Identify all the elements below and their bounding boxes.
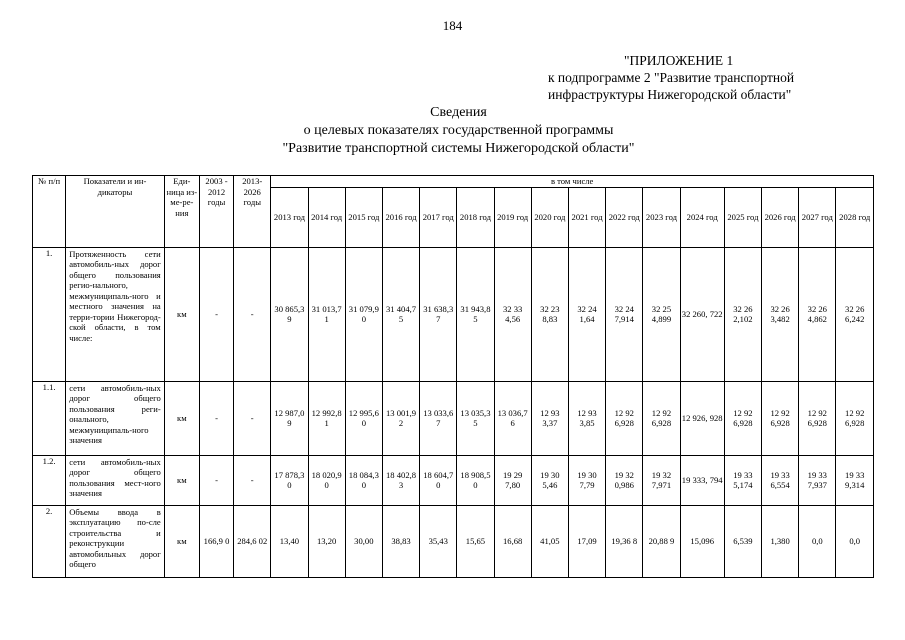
row-value: 31 013,7 1 xyxy=(308,247,345,381)
row-value: 13 035,3 5 xyxy=(457,381,494,455)
row-value: 18 020,9 0 xyxy=(308,455,345,505)
row-value: 18 604,7 0 xyxy=(420,455,457,505)
row-value: 31 079,9 0 xyxy=(345,247,382,381)
heading-line3: "Развитие транспортной системы Нижегородской области" xyxy=(282,141,635,156)
row-value: 31 638,3 7 xyxy=(420,247,457,381)
header-year: 2016 год xyxy=(382,187,419,247)
row-value: 32 26 4,862 xyxy=(799,247,836,381)
row-value: 12 92 6,928 xyxy=(643,381,680,455)
row-value: 38,83 xyxy=(382,505,419,577)
row-value: 13,20 xyxy=(308,505,345,577)
header-year: 2028 год xyxy=(836,187,874,247)
row-unit: км xyxy=(164,455,199,505)
row-value: 30 865,3 9 xyxy=(271,247,308,381)
row-value: 19 30 7,79 xyxy=(568,455,605,505)
row-value: 18 084,3 0 xyxy=(345,455,382,505)
table-row xyxy=(33,247,874,381)
row-period-2003-2012: - xyxy=(199,455,233,505)
row-period-2013-2026: - xyxy=(234,247,271,381)
document-heading xyxy=(0,104,905,158)
header-including: в том числе xyxy=(271,176,874,188)
row-value: 12 92 6,928 xyxy=(762,381,799,455)
row-value: 32 25 4,899 xyxy=(643,247,680,381)
row-value: 19 33 9,314 xyxy=(836,455,874,505)
row-num: 1. xyxy=(33,247,66,381)
row-value: 12 92 6,928 xyxy=(799,381,836,455)
row-value: 41,05 xyxy=(531,505,568,577)
row-num: 1.1. xyxy=(33,381,66,455)
row-value: 12 926, 928 xyxy=(680,381,724,455)
heading-line1: Сведения xyxy=(430,105,487,120)
row-value: 32 26 6,242 xyxy=(836,247,874,381)
header-year: 2013 год xyxy=(271,187,308,247)
row-num: 1.2. xyxy=(33,455,66,505)
header-num: № п/п xyxy=(33,176,66,248)
header-year: 2017 год xyxy=(420,187,457,247)
row-value: 19 29 7,80 xyxy=(494,455,531,505)
row-value: 31 943,8 5 xyxy=(457,247,494,381)
row-value: 15,65 xyxy=(457,505,494,577)
row-indicator: Объемы ввода в эксплуатацию по-сле строительства и реконструкции автомобильных дорог общего xyxy=(66,505,165,577)
row-value: 0,0 xyxy=(836,505,874,577)
row-value: 1,380 xyxy=(762,505,799,577)
row-value: 12 93 3,85 xyxy=(568,381,605,455)
row-value: 19 333, 794 xyxy=(680,455,724,505)
header-period-2003-2012: 2003 - 2012 годы xyxy=(199,176,233,248)
header-year: 2015 год xyxy=(345,187,382,247)
header-indicator: Показатели и ин-дикаторы xyxy=(66,176,165,248)
row-value: 32 26 2,102 xyxy=(724,247,761,381)
page-number: 184 xyxy=(442,18,463,33)
header-year: 2014 год xyxy=(308,187,345,247)
row-num: 2. xyxy=(33,505,66,577)
row-value: 13 033,6 7 xyxy=(420,381,457,455)
row-value: 17,09 xyxy=(568,505,605,577)
row-value: 16,68 xyxy=(494,505,531,577)
row-value: 32 33 4,56 xyxy=(494,247,531,381)
row-unit: км xyxy=(164,381,199,455)
appendix-title: "ПРИЛОЖЕНИЕ 1 xyxy=(624,53,734,68)
row-value: 35,43 xyxy=(420,505,457,577)
row-value: 13 001,9 2 xyxy=(382,381,419,455)
row-value: 20,88 9 xyxy=(643,505,680,577)
row-value: 32 23 8,83 xyxy=(531,247,568,381)
row-value: 32 24 1,64 xyxy=(568,247,605,381)
indicators-table xyxy=(32,175,874,578)
table-row xyxy=(33,455,874,505)
header-year: 2026 год xyxy=(762,187,799,247)
row-value: 12 995,6 0 xyxy=(345,381,382,455)
row-indicator: сети автомобиль-ных дорог общего пользования мест-ного значения xyxy=(66,455,165,505)
table-row xyxy=(33,381,874,455)
header-year: 2023 год xyxy=(643,187,680,247)
row-value: 19 33 5,174 xyxy=(724,455,761,505)
row-indicator: сети автомобиль-ных дорог общего пользования реги-онального, межмуниципаль-ного значения xyxy=(66,381,165,455)
header-year: 2020 год xyxy=(531,187,568,247)
header-year: 2025 год xyxy=(724,187,761,247)
header-period-2013-2026: 2013-2026 годы xyxy=(234,176,271,248)
row-value: 19 32 0,986 xyxy=(606,455,643,505)
appendix-caption xyxy=(548,52,794,103)
row-value: 15,096 xyxy=(680,505,724,577)
appendix-subtitle-line2: инфраструктуры Нижегородской области" xyxy=(548,87,792,102)
row-unit: км xyxy=(164,505,199,577)
row-value: 6,539 xyxy=(724,505,761,577)
row-period-2003-2012: - xyxy=(199,247,233,381)
table-row xyxy=(33,505,874,577)
row-value: 19 32 7,971 xyxy=(643,455,680,505)
row-value: 18 908,5 0 xyxy=(457,455,494,505)
header-year: 2021 год xyxy=(568,187,605,247)
row-value: 12 992,8 1 xyxy=(308,381,345,455)
row-value: 32 26 3,482 xyxy=(762,247,799,381)
row-value: 19 33 7,937 xyxy=(799,455,836,505)
row-value: 19 30 5,46 xyxy=(531,455,568,505)
header-year: 2024 год xyxy=(680,187,724,247)
row-value: 31 404,7 5 xyxy=(382,247,419,381)
row-value: 12 92 6,928 xyxy=(724,381,761,455)
row-value: 17 878,3 0 xyxy=(271,455,308,505)
row-period-2003-2012: - xyxy=(199,381,233,455)
row-value: 12 93 3,37 xyxy=(531,381,568,455)
row-value: 32 24 7,914 xyxy=(606,247,643,381)
row-unit: км xyxy=(164,247,199,381)
row-value: 19,36 8 xyxy=(606,505,643,577)
header-year: 2027 год xyxy=(799,187,836,247)
row-value: 18 402,8 3 xyxy=(382,455,419,505)
header-year: 2019 год xyxy=(494,187,531,247)
row-value: 13 036,7 6 xyxy=(494,381,531,455)
row-value: 12 92 6,928 xyxy=(606,381,643,455)
header-year: 2018 год xyxy=(457,187,494,247)
row-period-2003-2012: 166,9 0 xyxy=(199,505,233,577)
appendix-subtitle-line1: к подпрограмме 2 "Развитие транспортной xyxy=(548,70,795,85)
row-value: 13,40 xyxy=(271,505,308,577)
row-value: 32 260, 722 xyxy=(680,247,724,381)
row-value: 30,00 xyxy=(345,505,382,577)
header-unit: Еди-ница из-ме-ре-ния xyxy=(164,176,199,248)
row-value: 12 987,0 9 xyxy=(271,381,308,455)
row-value: 12 92 6,928 xyxy=(836,381,874,455)
row-period-2013-2026: - xyxy=(234,381,271,455)
row-indicator: Протяженность сети автомобиль-ных дорог общего пользования регио-нального, межмуниципаль-ного и местного значения на терри-тории Нижегород-ской области, в том числе: xyxy=(66,247,165,381)
row-period-2013-2026: - xyxy=(234,455,271,505)
row-period-2013-2026: 284,6 02 xyxy=(234,505,271,577)
header-year: 2022 год xyxy=(606,187,643,247)
row-value: 0,0 xyxy=(799,505,836,577)
heading-line2: о целевых показателях государственной программы xyxy=(303,123,614,138)
row-value: 19 33 6,554 xyxy=(762,455,799,505)
